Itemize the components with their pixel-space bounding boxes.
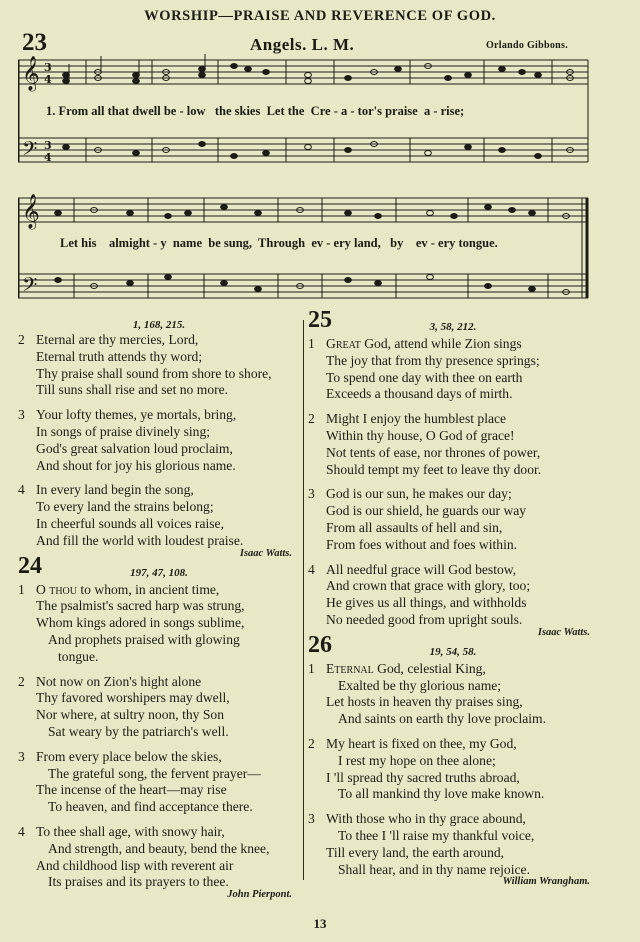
hymn-number-26: 26 [308,631,332,658]
hymn-number-24: 24 [18,552,42,579]
sheet-music [18,52,594,314]
composer: Orlando Gibbons. [485,40,568,51]
hymn-25-header [308,307,598,336]
hymn-25-stanza-3: 3 God is our sun, he makes our day; God is our shield, he guards our way From all assaults of hell and sin, From foes without and foes within. [308,486,527,552]
hymn-25-stanza-2: 2 Might I enjoy the humblest place Within thy house, O God of grace! Not tents of ease, nor thrones of power, Should tempt my feet to leave thy door. [308,411,542,477]
left-column [18,318,300,905]
hymn-24-refs: 197, 47, 108. [130,566,188,579]
hymn-number-25: 25 [308,307,332,333]
hymn-26-stanza-2: 2 My heart is fixed on thee, my God, I rest my hope on thee alone; I 'll spread thy sacred truths abroad, To all mankind thy love make known. [308,735,545,802]
hymn-23-stanza-4: 4 In every land begin the song, To every land the strains belong; In cheerful sounds all voices raise, And fill the world with loudest praise. [18,482,244,548]
hymn-26-author: William Wrangham. [502,876,590,888]
hymn-26-refs: 19, 54, 58. [429,645,477,658]
svg-text:4: 4 [44,151,52,164]
hymn-25-refs: 3, 58, 212. [429,321,477,333]
hymn-23-stanza-2: 2 Eternal are thy mercies, Lord, Eternal truth attends thy word; Thy praise shall sound from shore to shore, Till suns shall rise and set no more. [18,332,272,398]
svg-text:𝄢: 𝄢 [22,137,38,165]
hymn-24-author: John Pierpont. [227,889,292,901]
hymn-24-stanza-1: 1 O thou to whom, in ancient time, The psalmist's sacred harp was strung, Whom kings adored in songs sublime, And prophets praised with glowing tongue. [18,581,245,664]
tune-name: Angels. L. M. [250,35,355,54]
hymn-24-stanza-4: 4 To thee shall age, with snowy hair, And strength, and beauty, bend the knee, And childhood lisp with reverent air Its praises and its prayers to thee. [18,823,270,890]
svg-text:3: 3 [44,61,52,74]
hymn-24-stanza-2: 2 Not now on Zion's hight alone Thy favored worshipers may dwell, Nor where, at sultry noon, thy Son Sat weary by the patriarch's well. [18,673,230,739]
hymn-26-stanza-1: 1 Eternal God, celestial King, Exalted be thy glorious name; Let hosts in heaven thy praises sing, And saints on earth thy love proclaim. [308,660,547,727]
hymn-24-stanza-3: 3 From every place below the skies, The grateful song, the fervent prayer— The incense of the heart—may rise To heaven, and find acceptance there. [18,748,261,815]
hymn-23-stanza-3: 3 Your lofty themes, ye mortals, bring, In songs of praise divinely sing; God's great salvation loud proclaim, And shout for joy his glorious name. [18,407,237,473]
svg-text:3: 3 [44,139,52,152]
hymn-number-23: 23 [22,29,47,56]
lyric-line-1: 1. From all that dwell be - low the skies Let the Cre - a - tor's praise a - rise; [46,104,465,118]
svg-text:𝄢: 𝄢 [22,273,38,301]
column-divider [303,320,304,880]
hymn-25-stanza-4: 4 All needful grace will God bestow, And crown that grace with glory, too; He gives us all things, and withholds No needed good from upright souls. [308,561,531,627]
svg-text:4: 4 [44,73,52,86]
hymn-25-author: Isaac Watts. [537,626,590,638]
svg-text:𝄞: 𝄞 [22,194,40,229]
right-column [308,307,598,892]
page-number: 13 [313,916,327,931]
hymn-23-refs: 1, 168, 215. [132,319,186,331]
hymn-26-stanza-3: 3 With those who in thy grace abound, To thee I 'll raise my thankful voice, Till every land, the earth around, Shall hear, and in thy name rejoice. [308,811,535,877]
section-heading: WORSHIP—PRAISE AND REVERENCE OF GOD. [144,8,496,24]
svg-text:𝄞: 𝄞 [22,56,40,91]
lyric-line-2: Let his almight - y name be sung, Through ev - ery land, by ev - ery tongue. [60,236,498,250]
hymn-25-stanza-1: 1 Great God, attend while Zion sings The joy that from thy presence springs; To spend one day with thee on earth Exceeds a thousand days of mirth. [308,336,540,402]
hymn-23-author: Isaac Watts. [239,547,292,559]
